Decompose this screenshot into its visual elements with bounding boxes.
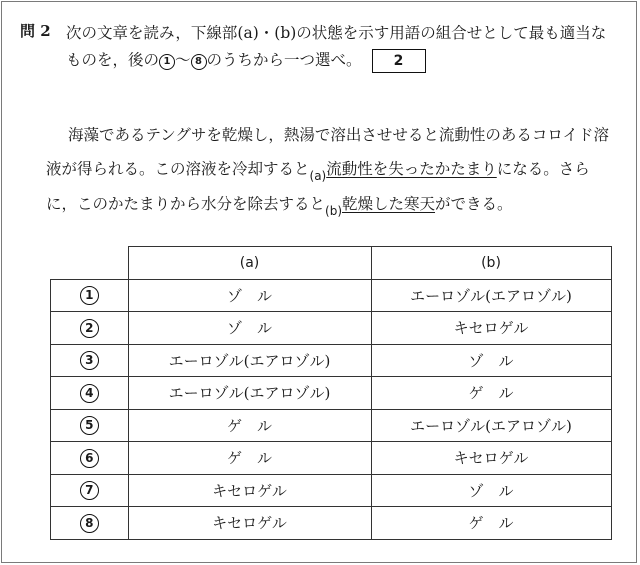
choice-number: 8 [80,514,99,533]
choice-a-cell: ゾ ル [128,279,371,312]
choice-number: 6 [80,449,99,468]
passage [46,118,618,222]
choice-number-cell [51,279,129,312]
underline-b: 乾燥した寒天 [342,195,436,213]
choice-a-cell: ゾ ル [128,312,371,345]
choice-number-cell [51,312,129,345]
passage-text-1: 海藻であるテングサを乾燥し，熱湯で溶出させせると流動性のあるコロイド溶液が得られる。この溶液を冷却すると [46,126,609,178]
choice-row-4[interactable] [51,377,612,410]
choice-a-cell: ゲ ル [128,409,371,442]
choice-a-cell: エーロゾル(エアロゾル) [128,344,371,377]
question-number: 問 2 [20,22,51,40]
header-b: (b) [371,247,611,280]
choice-row-3[interactable] [51,344,612,377]
prompt-line-1: 次の文章を読み，下線部(a)・(b)の状態を示す用語の組合せとして最も適当な [66,24,607,42]
choice-a-cell: エーロゾル(エアロゾル) [128,377,371,410]
question-prompt [66,20,622,74]
choice-a-cell: キセロゲル [128,474,371,507]
header-corner [51,247,129,280]
choice-number-cell [51,474,129,507]
choice-row-8[interactable] [51,507,612,540]
marker-b: (b) [325,204,342,218]
prompt-line-2b: のうちから一つ選べ。 [206,51,362,69]
choice-b-cell: エーロゾル(エアロゾル) [371,279,611,312]
choice-b-cell: キセロゲル [371,312,611,345]
choice-number-cell [51,344,129,377]
tilde: ～ [175,51,191,69]
choice-number-cell [51,442,129,475]
choice-number: 1 [80,286,99,305]
choice-number-cell [51,507,129,540]
choice-row-1[interactable] [51,279,612,312]
choice-row-7[interactable] [51,474,612,507]
choice-number: 4 [80,384,99,403]
choice-number: 5 [80,416,99,435]
choice-number-cell [51,377,129,410]
choice-row-6[interactable] [51,442,612,475]
choice-b-cell: ゲ ル [371,377,611,410]
choice-a-cell: ゲ ル [128,442,371,475]
passage-text-2: になる。さらに，このかたまりから水分を除去すると [46,160,590,213]
choice-b-cell: ゲ ル [371,507,611,540]
choice-number: 7 [80,481,99,500]
choice-b-cell: ゾ ル [371,474,611,507]
choice-row-2[interactable] [51,312,612,345]
underline-a: 流動性を失ったかたまり [326,160,497,178]
passage-text-3: ができる。 [435,195,513,213]
first-choice-number: 1 [159,54,175,70]
table-header-row [51,247,612,280]
prompt-line-2a: ものを，後の [66,51,160,69]
choice-number-cell [51,409,129,442]
marker-a: (a) [309,169,327,183]
answer-box[interactable]: 2 [372,49,426,73]
choice-b-cell: ゾ ル [371,344,611,377]
question-page [1,1,637,563]
choice-b-cell: キセロゲル [371,442,611,475]
choices-table [50,246,612,540]
choice-b-cell: エーロゾル(エアロゾル) [371,409,611,442]
last-choice-number: 8 [191,54,207,70]
header-a: (a) [128,247,371,280]
choice-row-5[interactable] [51,409,612,442]
choice-a-cell: キセロゲル [128,507,371,540]
choice-number: 2 [80,319,99,338]
choice-number: 3 [80,351,99,370]
